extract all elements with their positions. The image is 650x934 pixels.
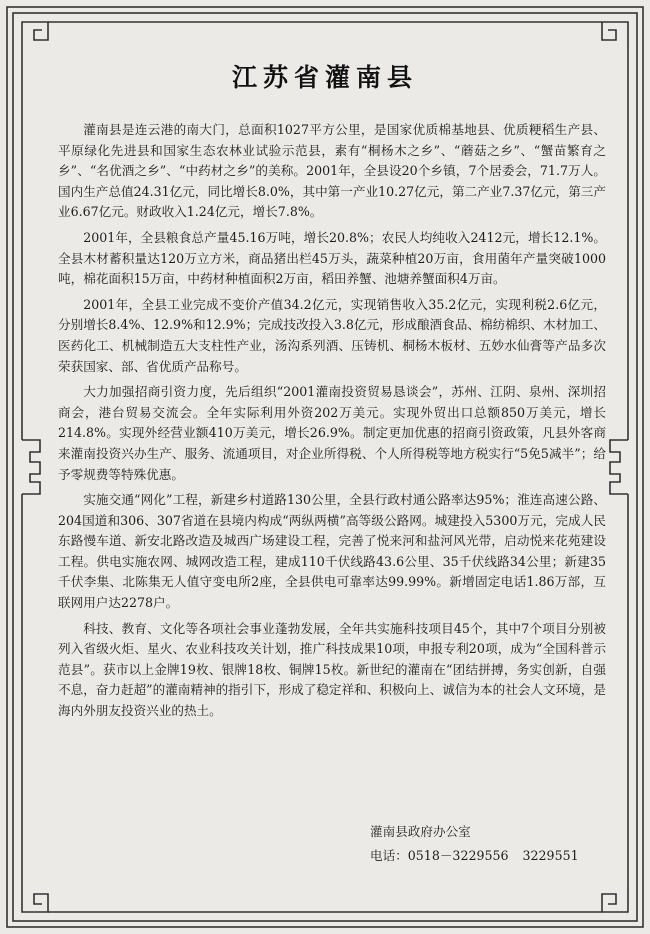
paragraph: 灌南县是连云港的南大门，总面积1027平方公里，是国家优质棉基地县、优质粳稻生产县、平原绿化先进县和国家生态农林业试验示范县，素有“桐杨木之乡”、“蘑菇之乡”、“蟹苗繁育之乡”、“名优酒之乡”、“中药材之乡”的美称。2001年，全县设20个乡镇，7个居委会，71.7万人。国内生产总值24.31亿元，同比增长8.0%，其中第一产业10.27亿元，第二产业7.37亿元，第三产业6.67亿元。财政收入1.24亿元，增长7.8%。 xyxy=(58,122,606,220)
phone-label: 电话： xyxy=(370,848,408,863)
article-body xyxy=(58,120,606,727)
paragraph: 大力加强招商引资力度，先后组织“2001灌南投资贸易恳谈会”，苏州、江阴、泉州、深圳招商会，港台贸易交流会。全年实际利用外资202万美元。实现外贸出口总额850万美元，增长214.8%。实现外经营业额410万美元，增长26.9%。制定更加优惠的招商引资政策，凡县外客商来灌南投资兴办生产、服务、流通项目，对企业所得税、个人所得税等地方税实行“5免5减半”；给予零规费等特殊优惠。 xyxy=(58,384,606,482)
paragraph: 科技、教育、文化等各项社会事业蓬勃发展，全年共实施科技项目45个，其中7个项目分别被列入省级火炬、星火、农业科技攻关计划，推广科技成果10项，申报专利20项，成为“全国科普示范县”。获市以上金牌19枚、银牌18枚、铜牌15枚。新世纪的灌南在“团结拼搏，务实创新，自强不息，奋力赶超”的灌南精神的指引下，形成了稳定祥和、积极向上、诚信为本的社会人文环境，是海内外朋友投资兴业的热土。 xyxy=(58,620,606,719)
phone-number-2: 3229551 xyxy=(522,848,579,863)
phone-number-1: 0518－3229556 xyxy=(407,848,509,863)
paragraph: 实施交通“网化”工程，新建乡村道路130公里，全县行政村通公路率达95%；淮连高速公路、204国道和306、307省道在县境内构成“两纵两横”高等级公路网。城建投入5300万元，完成人民东路慢车道、新安北路改造及城西广场建设工程，完善了悦来河和盐河风光带，启动悦来花苑建设工程。供电实施农网、城网改造工程，建成110千伏线路43.6公里、35千伏线路34公里；新建35千伏李集、北陈集无人值守变电所2座，全县供电可靠率达99.99%。新增固定电话1.86万部，互联网用户达2278户。 xyxy=(58,492,606,611)
signature-block xyxy=(370,820,593,868)
paragraph: 2001年，全县粮食总产量45.16万吨，增长20.8%；农民人均纯收入2412元，增长12.1%。全县木材蓄积量达120万立方米，商品猪出栏45万头，蔬菜种植20万亩，食用菌年产量突破1000吨，棉花面积15万亩，中药材种植面积2万亩，稻田养蟹、池塘养蟹面积4万亩。 xyxy=(58,229,606,287)
paragraph: 2001年，全县工业完成不变价产值34.2亿元，实现销售收入35.2亿元，实现利税2.6亿元，分别增长8.4%、12.9%和12.9%；完成技改投入3.8亿元，形成酿酒食品、棉纺棉织、木材加工、医药化工、机械制造五大支柱性产业，汤沟系列酒、压铸机、桐杨木板材、五妙水仙膏等产品多次荣获国家、部、省优质产品称号。 xyxy=(58,296,606,374)
signature-org: 灌南县政府办公室 xyxy=(370,824,471,839)
page-title: 江苏省灌南县 xyxy=(231,63,418,92)
signature-phone xyxy=(370,844,593,868)
